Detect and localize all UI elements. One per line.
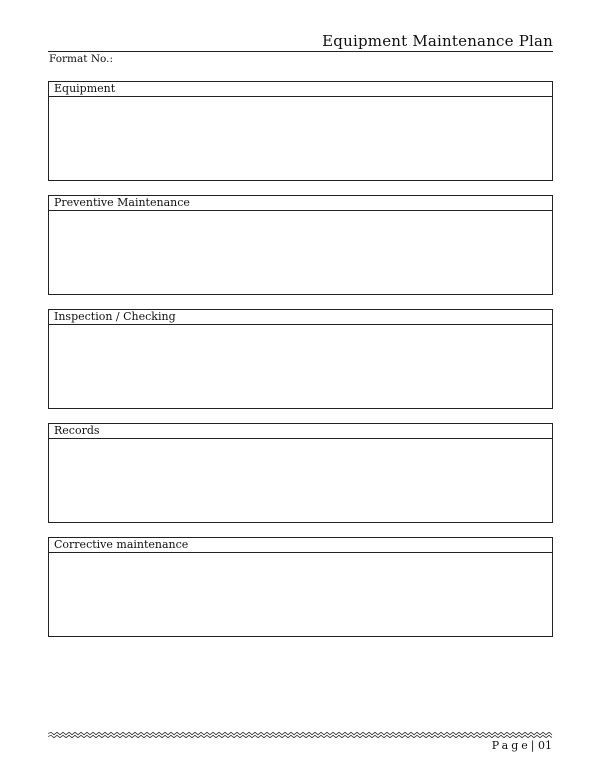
section-equipment bbox=[48, 81, 553, 181]
page-number bbox=[492, 739, 552, 752]
section-header-records: Records bbox=[49, 424, 552, 439]
section-header-preventive-maintenance: Preventive Maintenance bbox=[49, 196, 552, 211]
title-divider bbox=[48, 51, 553, 52]
page-label: Page bbox=[491, 739, 531, 752]
section-body-preventive-maintenance[interactable] bbox=[49, 211, 552, 295]
section-body-records[interactable] bbox=[49, 439, 552, 523]
page-number-value: 01 bbox=[538, 739, 552, 752]
section-body-equipment[interactable] bbox=[49, 97, 552, 181]
section-body-corrective-maintenance[interactable] bbox=[49, 553, 552, 637]
section-records bbox=[48, 423, 553, 523]
section-body-inspection-checking[interactable] bbox=[49, 325, 552, 409]
section-header-inspection-checking: Inspection / Checking bbox=[49, 310, 552, 325]
document-title: Equipment Maintenance Plan bbox=[322, 32, 553, 50]
format-number-label: Format No.: bbox=[49, 53, 114, 65]
section-header-corrective-maintenance: Corrective maintenance bbox=[49, 538, 552, 553]
section-preventive-maintenance bbox=[48, 195, 553, 295]
footer-wavy-divider bbox=[48, 730, 553, 740]
section-inspection-checking bbox=[48, 309, 553, 409]
section-header-equipment: Equipment bbox=[49, 82, 552, 97]
page-separator: | bbox=[530, 739, 535, 752]
section-corrective-maintenance bbox=[48, 537, 553, 637]
